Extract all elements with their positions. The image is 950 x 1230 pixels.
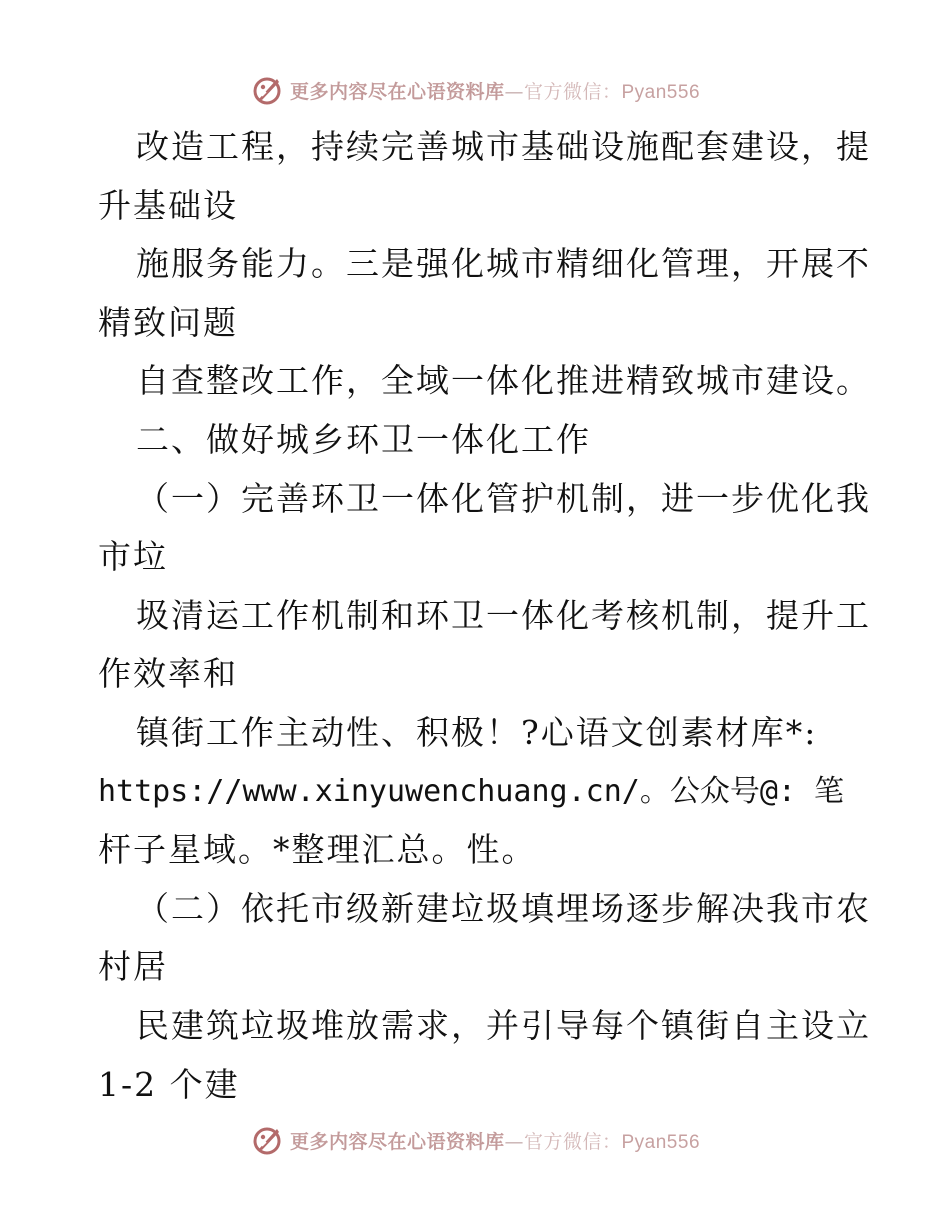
logo-quill-icon: [250, 73, 284, 107]
watermark-wechat-id: Pyan556: [621, 1131, 701, 1153]
document-body: [98, 118, 871, 1114]
text-line: 改造工程，持续完善城市基础设施配套建设，提: [136, 127, 871, 166]
watermark-wechat-label: 官方微信：: [523, 80, 622, 103]
text-line: （二）依托市级新建垃圾填埋场逐步解决我市农: [136, 888, 871, 928]
text-line: （一）完善环卫一体化管护机制，进一步优化我: [136, 478, 871, 518]
text-line: 圾清运工作机制和环卫一体化考核机制，提升工: [136, 595, 871, 635]
text-line: 自查整改工作，全域一体化推进精致城市建设。: [136, 361, 871, 401]
text-line: 市垃: [98, 537, 168, 577]
text-line: 民建筑垃圾堆放需求，并引导每个镇街自主设立: [136, 1005, 871, 1045]
watermark-main: 更多内容尽在心语资料库: [289, 1130, 505, 1153]
footer-watermark: [0, 1120, 950, 1160]
text-line: 村居: [98, 947, 168, 987]
text-line: 施服务能力。三是强化城市精细化管理，开展不: [136, 244, 871, 284]
watermark-separator: —: [504, 1130, 524, 1153]
text-line: 杆子星域。*整理汇总。性。: [98, 830, 537, 870]
watermark-text: [290, 1127, 700, 1154]
watermark-separator: —: [504, 80, 524, 103]
watermark-wechat-label: 官方微信：: [523, 1130, 622, 1153]
watermark-main: 更多内容尽在心语资料库: [289, 80, 505, 103]
text-line: 精致问题: [98, 302, 238, 342]
section-heading: 二、做好城乡环卫一体化工作: [136, 419, 591, 459]
text-line: 升基础设: [98, 185, 238, 225]
header-watermark: [0, 70, 950, 110]
logo-quill-icon: [250, 1123, 284, 1157]
watermark-wechat-id: Pyan556: [621, 81, 701, 103]
text-line-url: https://www.xinyuwenchuang.cn/。公众号@: 笔: [98, 773, 845, 809]
text-line: 作效率和: [98, 654, 238, 694]
text-line: 镇街工作主动性、积极！?心语文创素材库*:: [136, 712, 818, 752]
watermark-text: [290, 77, 700, 104]
text-line: 1-2 个建: [98, 1064, 240, 1104]
